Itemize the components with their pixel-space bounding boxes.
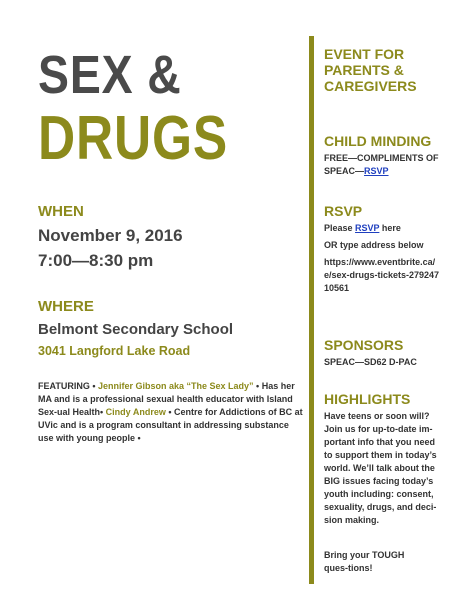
rsvp-or-text: OR type address below	[324, 240, 424, 250]
child-minding-body: FREE—COMPLIMENTS OF SPEAC—	[324, 153, 439, 176]
vertical-divider	[309, 36, 314, 584]
event-time: 7:00—8:30 pm	[38, 251, 154, 270]
event-for-line: EVENT FOR	[324, 46, 405, 62]
sponsors-text: SPEAC—SD62 D-PAC	[324, 357, 417, 367]
highlights-text: Have teens or soon will? Join us for up-to-date im-portant info that you need to support them in today’s world. We’ll talk about the BIG issues facing today’s youth including: consent, sexuality, drugs, and deci-sion making.	[324, 411, 437, 525]
event-for-heading	[324, 46, 417, 94]
featuring-prefix: FEATURING •	[38, 381, 98, 391]
featuring-paragraph	[38, 380, 303, 445]
rsvp-here-text: here	[379, 223, 401, 233]
sponsors-heading: SPONSORS	[324, 337, 404, 353]
speaker-2-name: Cindy Andrew	[105, 407, 166, 417]
speaker-2-description: • Centre for Addictions of BC at UVic and is a program consultant in addressing substance use with young people •	[38, 407, 303, 443]
highlights-closing: Bring your TOUGH ques-tions!	[324, 550, 405, 573]
venue-address: 3041 Langford Lake Road	[38, 344, 191, 358]
venue-name: Belmont Secondary School	[38, 321, 234, 338]
child-minding-heading: CHILD MINDING	[324, 133, 432, 149]
child-minding-text	[324, 152, 442, 178]
rsvp-heading: RSVP	[324, 203, 363, 219]
event-for-line: CAREGIVERS	[324, 78, 417, 94]
child-minding-rsvp-link[interactable]: RSVP	[364, 166, 389, 176]
rsvp-please-text: Please	[324, 223, 356, 233]
event-date: November 9, 2016	[38, 226, 183, 245]
rsvp-link[interactable]: RSVP	[355, 223, 380, 233]
title-line-2: DRUGS	[38, 104, 228, 173]
title-line-1: SEX &	[38, 45, 182, 105]
highlights-heading: HIGHLIGHTS	[324, 391, 411, 407]
event-for-line: PARENTS &	[324, 62, 404, 78]
rsvp-url: https://www.eventbrite.ca/e/sex-drugs-tickets-27924710561	[324, 257, 440, 293]
when-heading: WHEN	[38, 203, 84, 220]
where-heading: WHERE	[38, 298, 94, 315]
speaker-1-description: • Has her MA and is a professional sexual health educator with Island Sex-ual Health•	[38, 381, 295, 417]
speaker-1-name: Jennifer Gibson aka “The Sex Lady”	[97, 381, 254, 391]
rsvp-please-line	[324, 222, 442, 235]
